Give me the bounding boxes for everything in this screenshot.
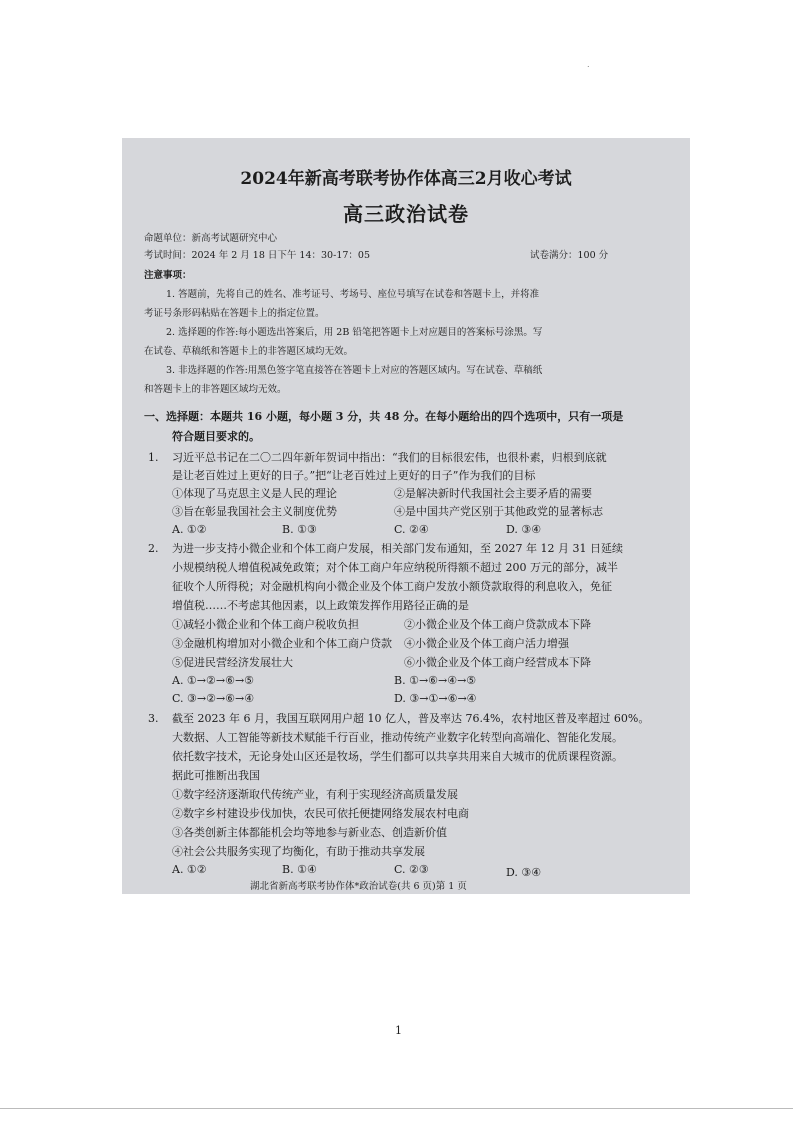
- q2-statement-5: ⑤促进民营经济发展壮大: [172, 656, 293, 669]
- q1-number: 1.: [148, 451, 159, 464]
- q2-stem-line: 征收个人所得税；对金融机构向小微企业及个体工商户发放小额贷款取得的利息收入，免征: [172, 580, 612, 593]
- q2-choice-d: D. ③→①→⑥→④: [394, 692, 477, 705]
- note-1-line-2: 考证号条形码粘贴在答题卡上的指定位置。: [144, 308, 325, 319]
- q2-statement-6: ⑥小微企业及个体工商户经营成本下降: [404, 656, 591, 669]
- q2-choice-a: A. ①→②→⑥→⑤: [172, 674, 255, 687]
- q3-choice-b: B. ①④: [282, 863, 317, 876]
- q3-number: 3.: [148, 712, 159, 725]
- q1-choice-a: A. ①②: [172, 523, 207, 536]
- note-3-line-1: 3. 非选择题的作答:用黑色签字笔直接答在答题卡上对应的答题区域内。写在试卷、草稿纸: [166, 365, 543, 376]
- q1-statement-1: ①体现了马克思主义是人民的理论: [172, 487, 337, 500]
- q3-stem-line: 大数据、人工智能等新技术赋能千行百业，推动传统产业数字化转型向高端化、智能化发展。: [172, 731, 623, 744]
- q3-stem-line: 据此可推断出我国: [172, 769, 260, 782]
- q3-stem-line: 截至 2023 年 6 月，我国互联网用户超 10 亿人，普及率达 76.4%，农村地区普及率超过 60%。: [172, 712, 650, 725]
- q3-statement-4: ④社会公共服务实现了均衡化，有助于推动共享发展: [172, 845, 425, 858]
- note-2-line-2: 在试卷、草稿纸和答题卡上的非答题区域均无效。: [144, 346, 354, 357]
- q1-stem-line: 是让老百姓过上更好的日子。”把“让老百姓过上更好的日子”作为我们的目标: [172, 469, 536, 482]
- q1-choice-c: C. ②④: [394, 523, 429, 536]
- q2-number: 2.: [148, 542, 159, 555]
- q2-choice-b: B. ①→⑥→④→⑤: [394, 674, 477, 687]
- note-3-line-2: 和答题卡上的非答题区域均无效。: [144, 384, 287, 395]
- q3-statement-2: ②数字乡村建设步伐加快，农民可依托便捷网络发展农村电商: [172, 807, 469, 820]
- scan-footer: 湖北省新高考联考协作体*政治试卷(共 6 页)第 1 页: [250, 881, 467, 892]
- q3-stem-line: 依托数字技术，无论身处山区还是牧场，学生们都可以共享共用来自大城市的优质课程资源。: [172, 750, 623, 763]
- q2-statement-1: ①减轻小微企业和个体工商户税收负担: [172, 618, 359, 631]
- note-2-line-1: 2. 选择题的作答:每小题选出答案后，用 2B 铅笔把答题卡上对应题目的答案标号涂黑。写: [166, 327, 543, 338]
- exam-time: 考试时间：2024 年 2 月 18 日下午 14：30-17：05: [144, 250, 370, 261]
- q2-statement-3: ③金融机构增加对小微企业和个体工商户贷款: [172, 637, 392, 650]
- q1-statement-3: ③旨在彰显我国社会主义制度优势: [172, 505, 337, 518]
- exam-title: 2024年新高考联考协作体高三2月收心考试: [240, 169, 572, 189]
- q1-statement-4: ④是中国共产党区别于其他政党的显著标志: [394, 505, 603, 518]
- q2-choice-c: C. ③→②→⑥→④: [172, 692, 255, 705]
- q1-stem-line: 习近平总书记在二〇二四年新年贺词中指出：“我们的目标很宏伟，也很朴素，归根到底就: [172, 451, 607, 464]
- q1-choice-d: D. ③④: [506, 523, 542, 536]
- full-score: 试卷满分：100 分: [530, 250, 609, 261]
- q1-choice-b: B. ①③: [282, 523, 317, 536]
- q3-choice-a: A. ①②: [172, 863, 207, 876]
- q2-statement-2: ②小微企业及个体工商户贷款成本下降: [404, 618, 591, 631]
- section-heading-cont: 符合题目要求的。: [172, 430, 260, 443]
- q3-statement-3: ③各类创新主体都能机会均等地参与新业态、创造新价值: [172, 826, 447, 839]
- q3-choice-d: D. ③④: [506, 866, 542, 879]
- bottom-divider: [0, 1108, 793, 1109]
- q2-statement-4: ④小微企业及个体工商户活力增强: [404, 637, 569, 650]
- scan-speck: .: [587, 60, 590, 69]
- notes-heading: 注意事项：: [144, 270, 192, 281]
- q1-statement-2: ②是解决新时代我国社会主要矛盾的需要: [394, 487, 592, 500]
- exam-photo: [122, 138, 690, 894]
- setter-unit: 命题单位：新高考试题研究中心: [144, 233, 278, 244]
- q2-stem-line: 小规模纳税人增值税减免政策；对个体工商户年应纳税所得额不超过 200 万元的部分，减半: [172, 561, 618, 574]
- page-number: 1: [395, 1024, 402, 1037]
- q2-stem-line: 为进一步支持小微企业和个体工商户发展，相关部门发布通知，至 2027 年 12 月 31 日延续: [172, 542, 623, 555]
- q3-statement-1: ①数字经济逐渐取代传统产业，有利于实现经济高质量发展: [172, 788, 458, 801]
- note-1-line-1: 1. 答题前，先将自己的姓名、准考证号、考场号、座位号填写在试卷和答题卡上，并将准: [166, 289, 540, 300]
- paper-subtitle: 高三政治试卷: [343, 202, 469, 226]
- section-heading: 一、选择题：本题共 16 小题，每小题 3 分，共 48 分。在每小题给出的四个选项中，只有一项是: [144, 410, 624, 423]
- q3-choice-c: C. ②③: [394, 863, 429, 876]
- q2-stem-line: 增值税……不考虑其他因素，以上政策发挥作用路径正确的是: [172, 599, 469, 612]
